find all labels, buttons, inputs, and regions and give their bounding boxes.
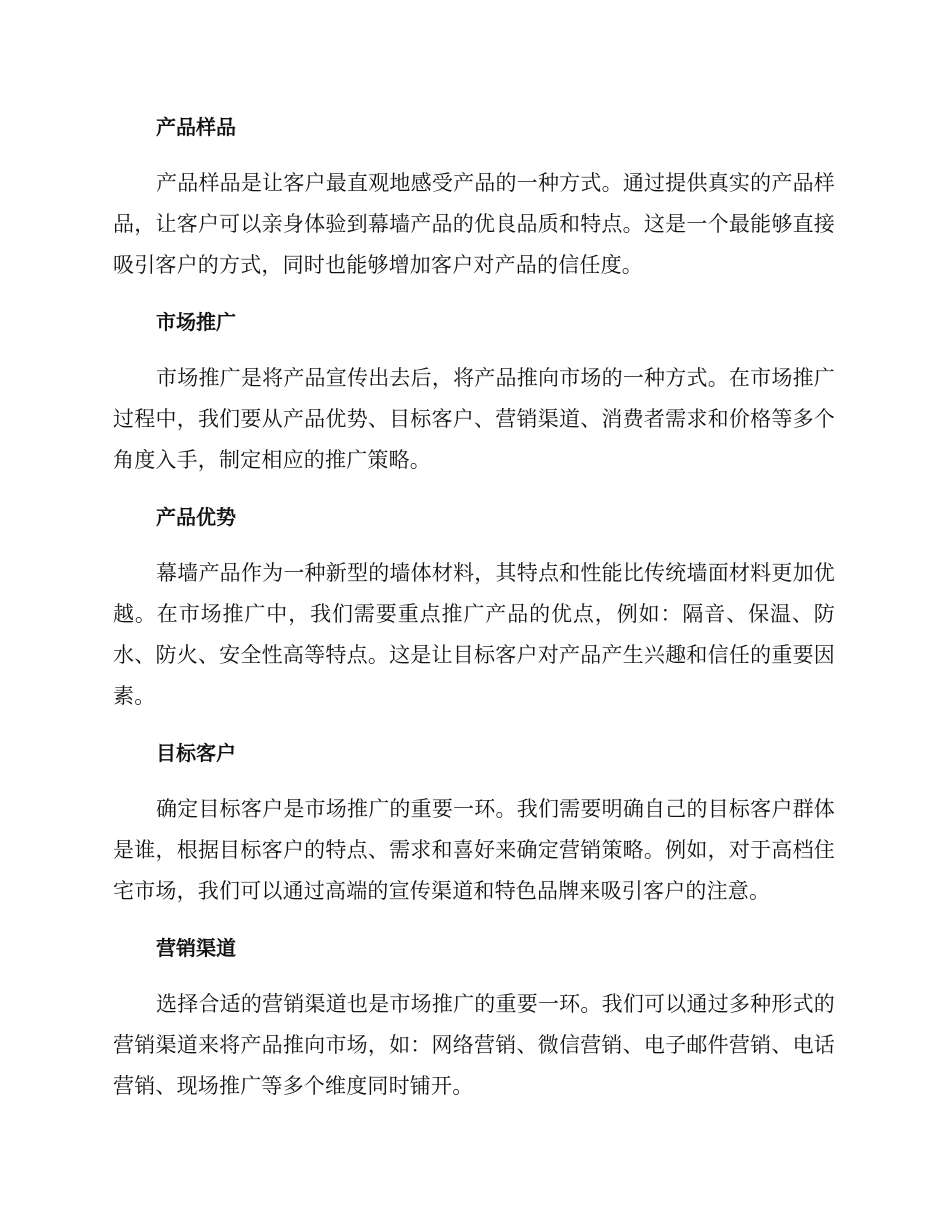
section-body-marketing-channels: 选择合适的营销渠道也是市场推广的重要一环。我们可以通过多种形式的营销渠道来将产品推向市场，如：网络营销、微信营销、电子邮件营销、电话营销、现场推广等多个维度同时铺开。 (113, 992, 835, 1098)
section-heading-product-samples: 产品样品 (156, 115, 236, 139)
section-heading-market-promotion: 市场推广 (156, 310, 236, 334)
section-body-market-promotion: 市场推广是将产品宣传出去后，将产品推向市场的一种方式。在市场推广过程中，我们要从产品优势、目标客户、营销渠道、消费者需求和价格等多个角度入手，制定相应的推广策略。 (113, 366, 835, 472)
section-heading-marketing-channels: 营销渠道 (156, 936, 236, 960)
section-heading-target-customers: 目标客户 (156, 741, 236, 765)
section-heading-product-advantages: 产品优势 (156, 505, 236, 529)
document-content (113, 108, 835, 1124)
section-body-product-advantages: 幕墙产品作为一种新型的墙体材料，其特点和性能比传统墙面材料更加优越。在市场推广中，我们需要重点推广产品的优点，例如：隔音、保温、防水、防火、安全性高等特点。这是让目标客户对产品产生兴趣和信任的重要因素。 (113, 561, 835, 708)
section-body-product-samples: 产品样品是让客户最直观地感受产品的一种方式。通过提供真实的产品样品，让客户可以亲身体验到幕墙产品的优良品质和特点。这是一个最能够直接吸引客户的方式，同时也能够增加客户对产品的信任度。 (113, 171, 835, 277)
section-body-target-customers: 确定目标客户是市场推广的重要一环。我们需要明确自己的目标客户群体是谁，根据目标客户的特点、需求和喜好来确定营销策略。例如，对于高档住宅市场，我们可以通过高端的宣传渠道和特色品牌来吸引客户的注意。 (113, 797, 835, 903)
